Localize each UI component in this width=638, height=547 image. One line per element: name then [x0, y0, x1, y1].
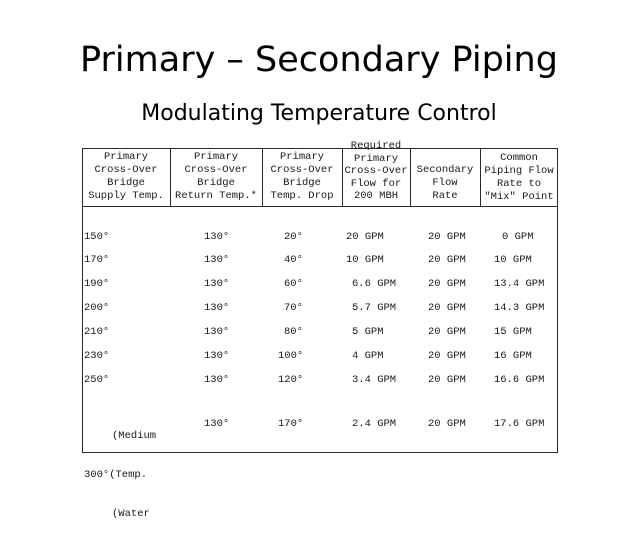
header-text: Temp. Drop — [270, 190, 334, 202]
header-text: Primary — [353, 152, 399, 165]
table-row — [82, 272, 558, 296]
cell-secondary-flow: 20 GPM — [428, 326, 466, 338]
table-row — [82, 248, 558, 272]
header-text: Piping Flow — [484, 165, 554, 177]
header-text: Cross-Over — [94, 164, 158, 176]
cell-required-flow: 20 GPM — [346, 231, 384, 243]
cell-secondary-flow: 20 GPM — [428, 418, 466, 430]
header-text: Required — [350, 140, 402, 152]
cell-secondary-flow: 20 GPM — [428, 302, 466, 314]
cell-line: (Water — [112, 508, 150, 520]
cell-return-temp: 130° — [204, 278, 230, 290]
header-common-piping — [480, 152, 558, 204]
cell-supply-temp: 190° — [84, 278, 110, 290]
header-text: Secondary — [416, 164, 474, 176]
slide-subtitle: Modulating Temperature Control — [141, 101, 497, 126]
table-row — [82, 320, 558, 344]
header-text: Flow — [432, 177, 458, 189]
cell-required-flow: 5 GPM — [352, 326, 384, 338]
cell-secondary-flow: 20 GPM — [428, 278, 466, 290]
header-text: Primary — [103, 151, 149, 163]
header-supply-temp — [82, 151, 170, 203]
cell-supply-temp: 250° — [84, 374, 110, 386]
table-row — [82, 225, 558, 249]
cell-common-flow: 10 GPM — [494, 254, 532, 266]
header-text: Flow for — [350, 177, 402, 190]
header-text: Rate — [432, 190, 458, 202]
cell-secondary-flow: 20 GPM — [428, 231, 466, 243]
cell-required-flow: 3.4 GPM — [352, 374, 397, 386]
cell-common-flow: 16 GPM — [494, 350, 532, 362]
header-text: 200 MBH — [353, 190, 399, 202]
cell-temp-drop: 80° — [284, 326, 303, 338]
cell-line: (Medium — [112, 430, 157, 442]
cell-supply-temp: 210° — [84, 326, 110, 338]
cell-required-flow: 5.7 GPM — [352, 302, 397, 314]
table-row — [82, 400, 558, 520]
cell-supply-temp: 170° — [84, 254, 110, 266]
header-text: Common — [500, 152, 538, 164]
cell-required-flow: 10 GPM — [346, 254, 384, 266]
cell-temp-drop: 60° — [284, 278, 303, 290]
cell-return-temp: 130° — [204, 231, 230, 243]
header-text: Bridge — [283, 177, 321, 189]
header-text: Cross-Over — [270, 164, 334, 176]
header-text: Supply Temp. — [88, 190, 164, 202]
cell-common-flow: 17.6 GPM — [494, 418, 545, 430]
cell-required-flow: 2.4 GPM — [352, 418, 397, 430]
cell-required-flow: 6.6 GPM — [352, 278, 397, 290]
cell-supply-temp — [84, 404, 156, 547]
flow-table — [82, 140, 558, 520]
header-text: Bridge — [197, 177, 235, 189]
cell-temp-drop: 120° — [278, 374, 304, 386]
header-text: Return Temp.* — [175, 190, 257, 202]
cell-return-temp: 130° — [204, 350, 230, 362]
header-text: Primary — [193, 151, 239, 163]
cell-line: 300°(Temp. — [84, 469, 148, 481]
header-required-flow — [342, 140, 410, 203]
table-header-border — [82, 206, 558, 207]
cell-temp-drop: 100° — [278, 350, 304, 362]
header-return-temp — [170, 151, 262, 203]
cell-return-temp: 130° — [204, 326, 230, 338]
cell-supply-temp: 230° — [84, 350, 110, 362]
header-secondary-flow — [410, 164, 480, 203]
table-row — [82, 344, 558, 368]
cell-common-flow: 14.3 GPM — [494, 302, 545, 314]
cell-return-temp: 130° — [204, 254, 230, 266]
cell-return-temp: 130° — [204, 374, 230, 386]
header-text: Cross-Over — [184, 164, 248, 176]
table-row — [82, 368, 558, 392]
cell-secondary-flow: 20 GPM — [428, 350, 466, 362]
cell-required-flow: 4 GPM — [352, 350, 384, 362]
header-text: "Mix" Point — [484, 191, 554, 203]
cell-supply-temp: 150° — [84, 231, 110, 243]
header-text: Rate to — [496, 178, 542, 190]
cell-temp-drop: 20° — [284, 231, 303, 243]
cell-return-temp: 130° — [204, 418, 230, 430]
cell-secondary-flow: 20 GPM — [428, 254, 466, 266]
cell-temp-drop: 70° — [284, 302, 303, 314]
slide-title: Primary – Secondary Piping — [80, 40, 558, 80]
cell-temp-drop: 40° — [284, 254, 303, 266]
cell-common-flow: 15 GPM — [494, 326, 532, 338]
table-row — [82, 296, 558, 320]
header-text: Primary — [279, 151, 325, 163]
cell-common-flow: 13.4 GPM — [494, 278, 545, 290]
header-text: Bridge — [107, 177, 145, 189]
table-top-border — [82, 148, 558, 149]
cell-common-flow: 16.6 GPM — [494, 374, 545, 386]
header-text: Cross-Over — [344, 165, 408, 177]
cell-secondary-flow: 20 GPM — [428, 374, 466, 386]
header-temp-drop — [262, 151, 342, 203]
cell-common-flow: 0 GPM — [502, 231, 534, 243]
cell-supply-temp: 200° — [84, 302, 110, 314]
cell-return-temp: 130° — [204, 302, 230, 314]
cell-temp-drop: 170° — [278, 418, 304, 430]
